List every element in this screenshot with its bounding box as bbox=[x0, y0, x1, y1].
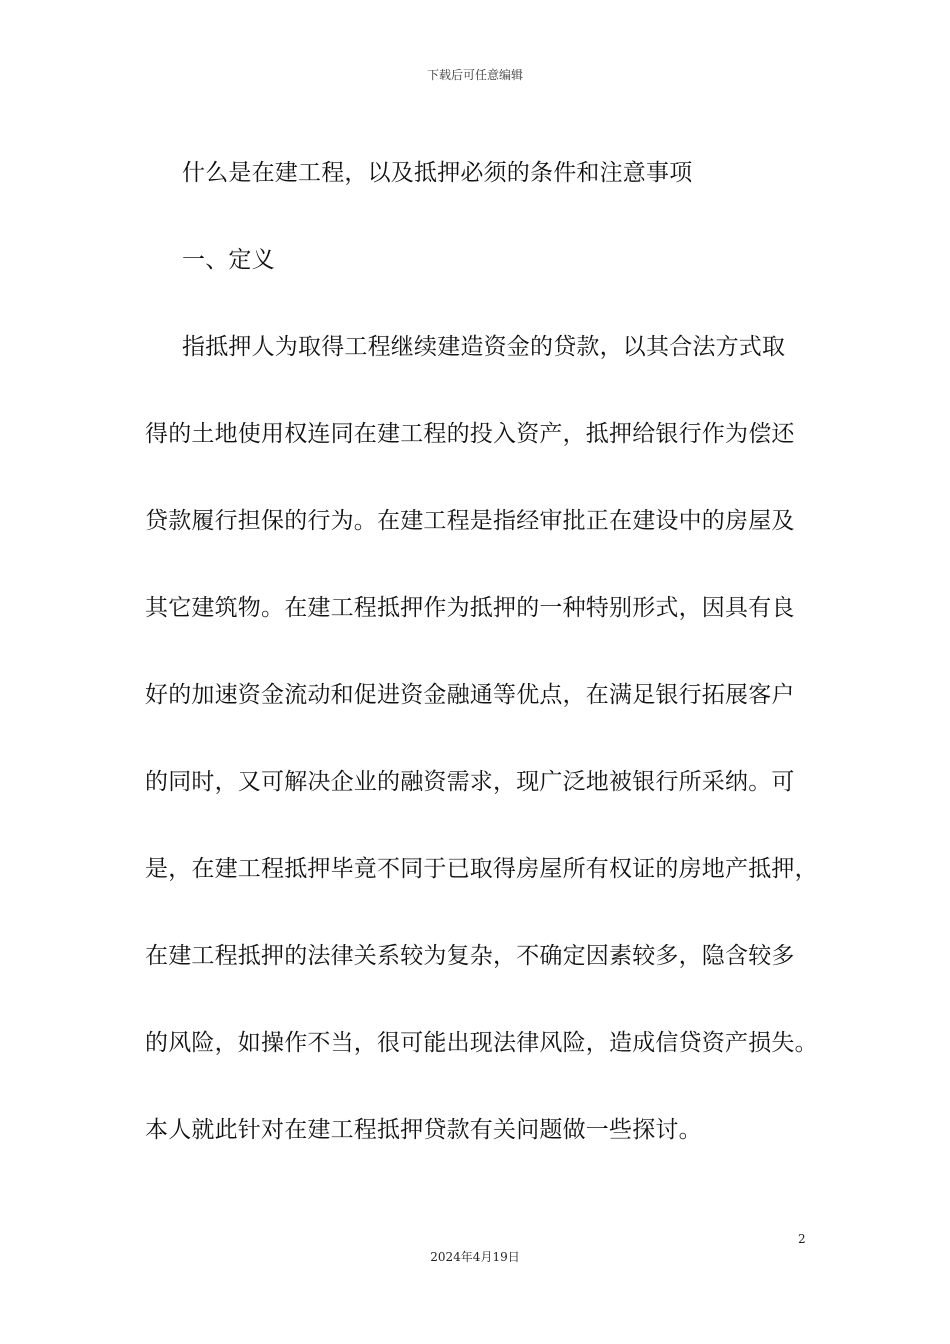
paragraph-line: 得的土地使用权连同在建工程的投入资产，抵押给银行作为偿还 bbox=[145, 421, 795, 447]
page-header: 下载后可任意编辑 bbox=[426, 68, 523, 82]
paragraph-line: 在建工程抵押的法律关系较为复杂，不确定因素较多，隐含较多 bbox=[145, 943, 795, 969]
paragraph-line: 贷款履行担保的行为。在建工程是指经审批正在建设中的房屋及 bbox=[145, 508, 795, 534]
section-heading: 一、定义 bbox=[182, 247, 275, 273]
paragraph-line: 本人就此针对在建工程抵押贷款有关问题做一些探讨。 bbox=[145, 1117, 702, 1143]
page-number: 2 bbox=[798, 1232, 806, 1246]
paragraph-line: 的同时，又可解决企业的融资需求，现广泛地被银行所采纳。可 bbox=[145, 769, 795, 795]
footer-date: 2024年4月19日 bbox=[430, 1250, 520, 1264]
paragraph-line: 是，在建工程抵押毕竟不同于已取得房屋所有权证的房地产抵押， bbox=[145, 856, 818, 882]
paragraph-line: 其它建筑物。在建工程抵押作为抵押的一种特别形式，因具有良 bbox=[145, 595, 795, 621]
definition-paragraph bbox=[145, 304, 818, 1174]
document-body bbox=[145, 130, 818, 1174]
paragraph-line: 指抵押人为取得工程继续建造资金的贷款，以其合法方式取 bbox=[182, 334, 786, 360]
paragraph-line: 好的加速资金流动和促进资金融通等优点，在满足银行拓展客户 bbox=[145, 682, 795, 708]
document-title: 什么是在建工程，以及抵押必须的条件和注意事项 bbox=[182, 160, 693, 186]
paragraph-line: 的风险，如操作不当，很可能出现法律风险，造成信贷资产损失。 bbox=[145, 1030, 818, 1056]
